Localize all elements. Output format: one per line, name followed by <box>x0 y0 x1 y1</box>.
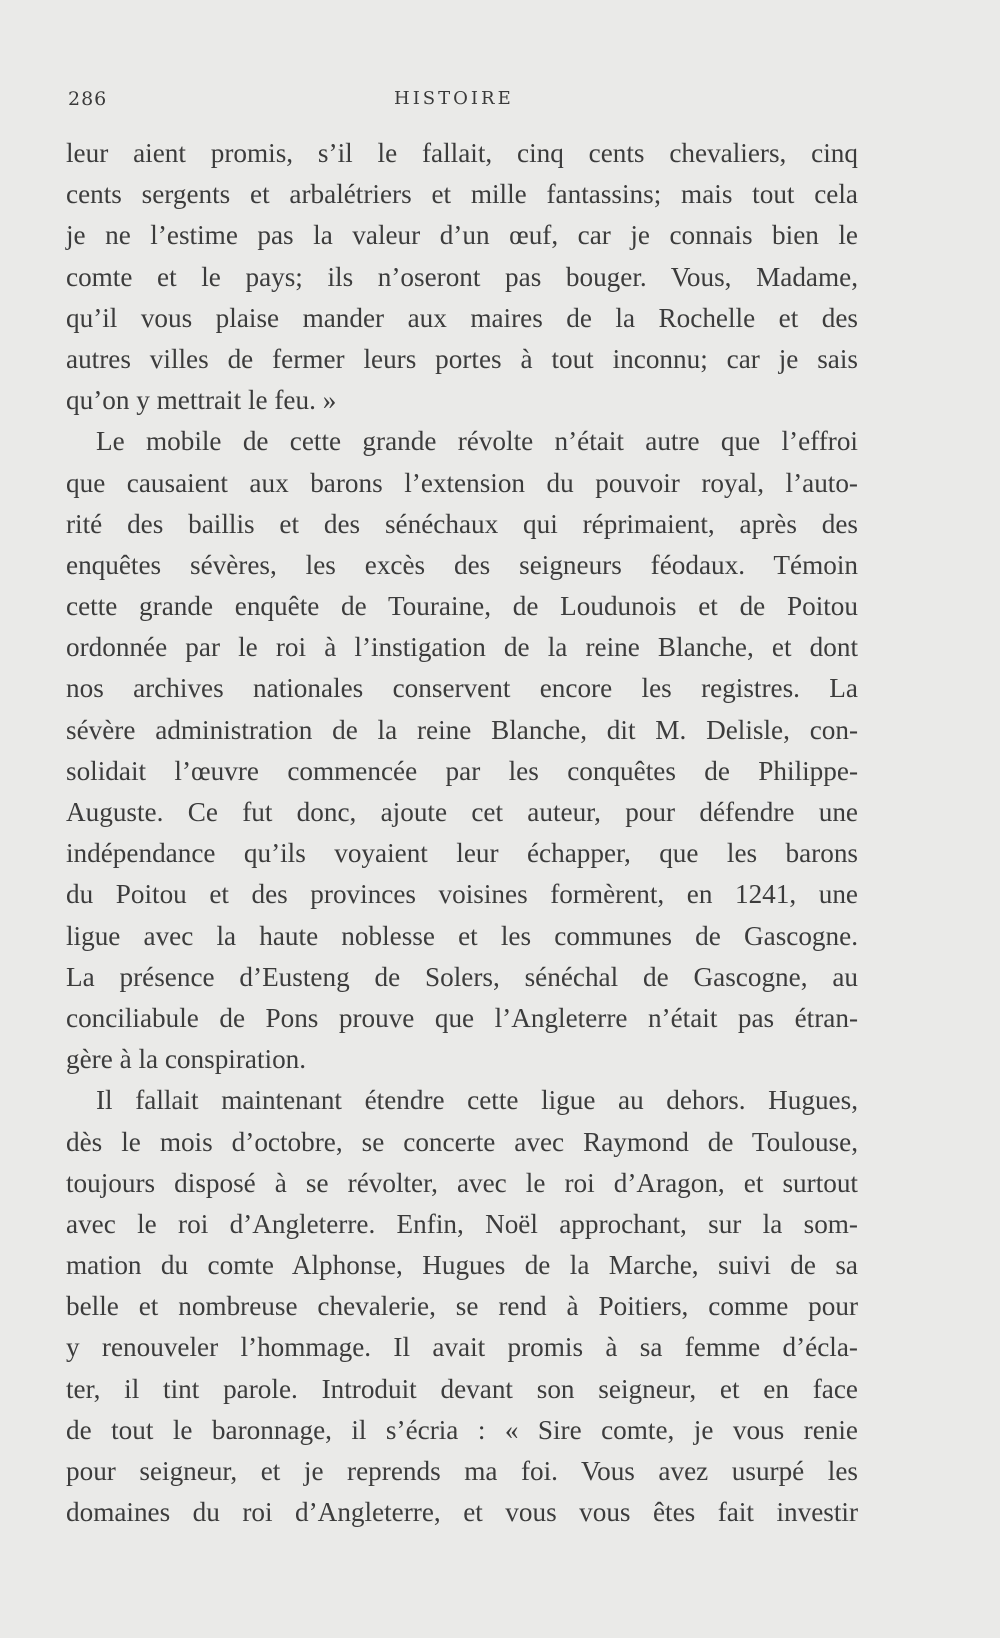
text-line: mation du comte Alphonse, Hugues de la Marche, suivi de sa <box>66 1250 858 1281</box>
text-line: qu’il vous plaise mander aux maires de la Rochelle et des <box>66 302 858 333</box>
page-header <box>68 88 854 118</box>
paragraph-first-line: Il fallait maintenant étendre cette ligue au dehors. Hugues, <box>96 1085 858 1116</box>
text-line: cette grande enquête de Touraine, de Loudunois et de Poitou <box>66 591 858 622</box>
text-line: gère à la conspiration. <box>66 1044 307 1075</box>
text-line: conciliabule de Pons prouve que l’Angleterre n’était pas étran- <box>66 1002 858 1033</box>
text-line: dès le mois d’octobre, se concerte avec Raymond de Toulouse, <box>66 1126 858 1157</box>
text-line: indépendance qu’ils voyaient leur échapper, que les barons <box>66 838 858 869</box>
page-number: 286 <box>68 88 108 110</box>
text-line: ter, il tint parole. Introduit devant son seigneur, et en face <box>66 1373 858 1404</box>
text-line: La présence d’Eusteng de Solers, sénéchal de Gascogne, au <box>66 961 858 992</box>
text-line: cents sergents et arbalétriers et mille fantassins; mais tout cela <box>66 179 858 210</box>
text-line: leur aient promis, s’il le fallait, cinq cents chevaliers, cinq <box>66 138 858 168</box>
text-line: toujours disposé à se révolter, avec le roi d’Aragon, et surtout <box>66 1167 858 1198</box>
text-line: belle et nombreuse chevalerie, se rend à Poitiers, comme pour <box>66 1291 858 1322</box>
text-line: y renouveler l’hommage. Il avait promis à sa femme d’écla- <box>66 1332 858 1363</box>
text-line: qu’on y mettrait le feu. » <box>66 385 337 416</box>
text-line: avec le roi d’Angleterre. Enfin, Noël approchant, sur la som- <box>66 1208 858 1239</box>
text-line: du Poitou et des provinces voisines formèrent, en 1241, une <box>66 879 858 910</box>
text-line: que causaient aux barons l’extension du pouvoir royal, l’auto- <box>66 467 858 498</box>
text-line: solidait l’œuvre commencée par les conquêtes de Philippe- <box>66 755 858 786</box>
text-line: autres villes de fermer leurs portes à tout inconnu; car je sais <box>66 343 858 374</box>
text-line: sévère administration de la reine Blanche, dit M. Delisle, con- <box>66 714 858 745</box>
text-line: ligue avec la haute noblesse et les communes de Gascogne. <box>66 920 858 951</box>
text-line: enquêtes sévères, les excès des seigneurs féodaux. Témoin <box>66 549 858 580</box>
text-line: Auguste. Ce fut donc, ajoute cet auteur, pour défendre une <box>66 797 858 827</box>
text-line: comte et le pays; ils n’oseront pas bouger. Vous, Madame, <box>66 261 858 292</box>
body-text <box>66 133 858 1533</box>
text-line: nos archives nationales conservent encore les registres. La <box>66 673 858 704</box>
text-line: rité des baillis et des sénéchaux qui réprimaient, après des <box>66 508 858 539</box>
text-line: ordonnée par le roi à l’instigation de la reine Blanche, et dont <box>66 632 858 663</box>
text-line: domaines du roi d’Angleterre, et vous vous êtes fait investir <box>66 1497 858 1528</box>
running-head: HISTOIRE <box>394 88 514 109</box>
text-line: je ne l’estime pas la valeur d’un œuf, car je connais bien le <box>66 220 858 251</box>
text-line: pour seigneur, et je reprends ma foi. Vous avez usurpé les <box>66 1456 858 1486</box>
text-line: de tout le baronnage, il s’écria : « Sire comte, je vous renie <box>66 1414 858 1445</box>
paragraph-first-line: Le mobile de cette grande révolte n’était autre que l’effroi <box>96 426 858 457</box>
